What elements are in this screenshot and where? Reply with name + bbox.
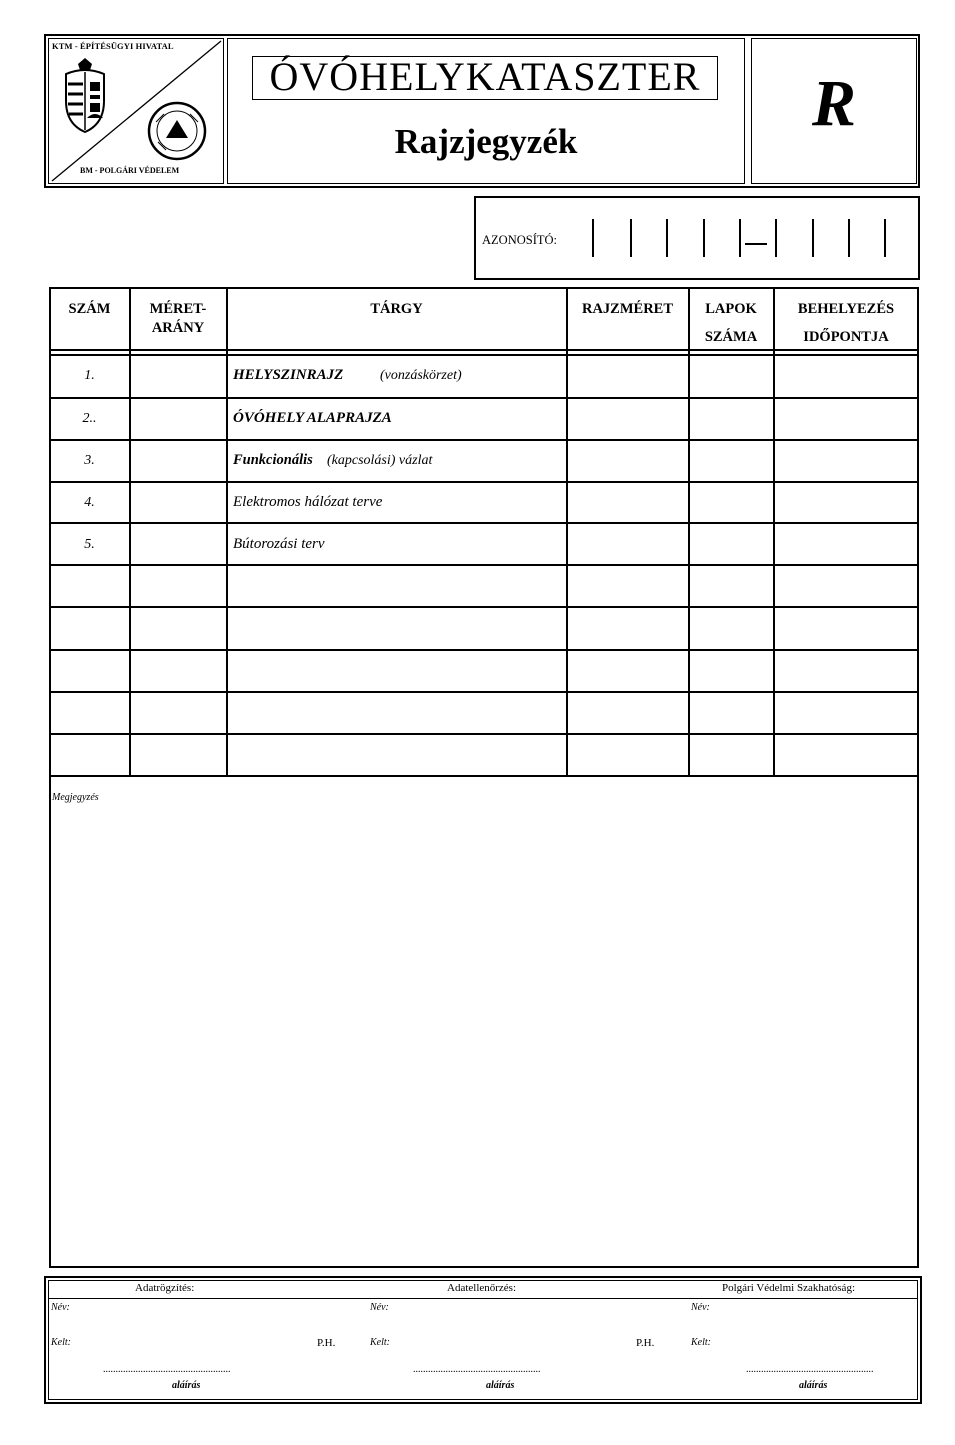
identifier-label: AZONOSÍTÓ: — [482, 233, 557, 247]
footer-col2-date-label: Kelt: — [370, 1337, 390, 1348]
logo-bottom-text: BM - POLGÁRI VÉDELEM — [80, 166, 180, 175]
identifier-slot-divider — [592, 219, 594, 257]
row-subject: Elektromos hálózat terve — [233, 494, 383, 510]
row-divider — [50, 649, 918, 651]
footer-col2-stamp: P.H. — [636, 1337, 655, 1349]
footer-col3-signature-line: ................................................... — [746, 1364, 874, 1375]
coat-of-arms-icon — [60, 56, 110, 136]
identifier-slot-divider — [775, 219, 777, 257]
row-divider — [50, 606, 918, 608]
row-divider — [50, 733, 918, 735]
notes-label: Megjegyzés — [52, 792, 99, 803]
row-divider — [50, 439, 918, 441]
identifier-dash — [745, 243, 767, 245]
footer-col3-date-label: Kelt: — [691, 1337, 711, 1348]
footer-col2-title: Adatellenőrzés: — [447, 1282, 517, 1294]
identifier-slot-divider — [703, 219, 705, 257]
identifier-slot-divider — [630, 219, 632, 257]
footer-col2-name-label: Név: — [370, 1302, 389, 1313]
column-header-meret-line1: MÉRET- — [149, 301, 207, 317]
identifier-slot-divider — [812, 219, 814, 257]
footer-col2-signature-label: aláírás — [486, 1380, 515, 1391]
row-subject: ÓVÓHELY ALAPRAJZA — [233, 410, 392, 426]
row-subject: Funkcionális — [233, 452, 313, 468]
row-divider — [50, 691, 918, 693]
column-header-lapok-line2: SZÁMA — [704, 329, 758, 345]
footer-col1-signature-label: aláírás — [172, 1380, 201, 1391]
footer-col3-name-label: Név: — [691, 1302, 710, 1313]
column-header-meret-line2: ARÁNY — [151, 320, 205, 336]
column-header-behelyezes-line1: BEHELYEZÉS — [797, 301, 895, 317]
row-subject-note: (vonzáskörzet) — [380, 368, 462, 383]
footer-col3-signature-label: aláírás — [799, 1380, 828, 1391]
column-header-targy: TÁRGY — [370, 301, 423, 317]
column-divider — [226, 289, 228, 776]
footer-col1-name-label: Név: — [51, 1302, 70, 1313]
drawing-list-table — [49, 287, 919, 777]
row-subject-note: (kapcsolási) vázlat — [327, 453, 433, 468]
column-divider — [566, 289, 568, 776]
footer-col2-signature-line: ................................................... — [413, 1364, 541, 1375]
header-divider — [50, 349, 918, 351]
identifier-slot-divider — [666, 219, 668, 257]
row-divider — [50, 522, 918, 524]
logo-top-text: KTM - ÉPÍTÉSÜGYI HIVATAL — [52, 41, 174, 51]
footer-col3-title: Polgári Védelmi Szakhatóság: — [722, 1282, 855, 1294]
footer-col1-signature-line: ................................................... — [103, 1364, 231, 1375]
row-number: 5. — [84, 537, 95, 552]
footer-col1-date-label: Kelt: — [51, 1337, 71, 1348]
form-subtitle: Rajzjegyzék — [394, 122, 578, 161]
form-title: ÓVÓHELYKATASZTER — [252, 56, 718, 100]
column-header-lapok-line1: LAPOK — [705, 301, 757, 317]
notes-area[interactable] — [49, 776, 919, 1268]
column-header-szam: SZÁM — [68, 301, 111, 317]
row-subject: HELYSZINRAJZ — [233, 367, 344, 383]
column-header-behelyezes-line2: IDŐPONTJA — [803, 329, 889, 345]
civil-defense-emblem-icon — [146, 100, 208, 162]
column-header-rajzmeret: RAJZMÉRET — [581, 301, 674, 317]
footer-divider — [48, 1298, 918, 1299]
identifier-slot-divider — [884, 219, 886, 257]
row-number: 1. — [84, 368, 95, 383]
column-divider — [688, 289, 690, 776]
row-number: 2.. — [82, 411, 97, 426]
row-divider — [50, 397, 918, 399]
row-number: 4. — [84, 495, 95, 510]
column-divider — [773, 289, 775, 776]
header-divider — [50, 354, 918, 356]
row-divider — [50, 564, 918, 566]
identifier-slot-divider — [739, 219, 741, 257]
column-divider — [129, 289, 131, 776]
row-divider — [50, 481, 918, 483]
footer-col1-title: Adatrögzítés: — [135, 1282, 195, 1294]
identifier-slot-divider — [848, 219, 850, 257]
row-number: 3. — [84, 453, 95, 468]
footer-col1-stamp: P.H. — [317, 1337, 336, 1349]
row-subject: Bútorozási terv — [233, 536, 325, 552]
form-code-letter: R — [811, 67, 857, 140]
